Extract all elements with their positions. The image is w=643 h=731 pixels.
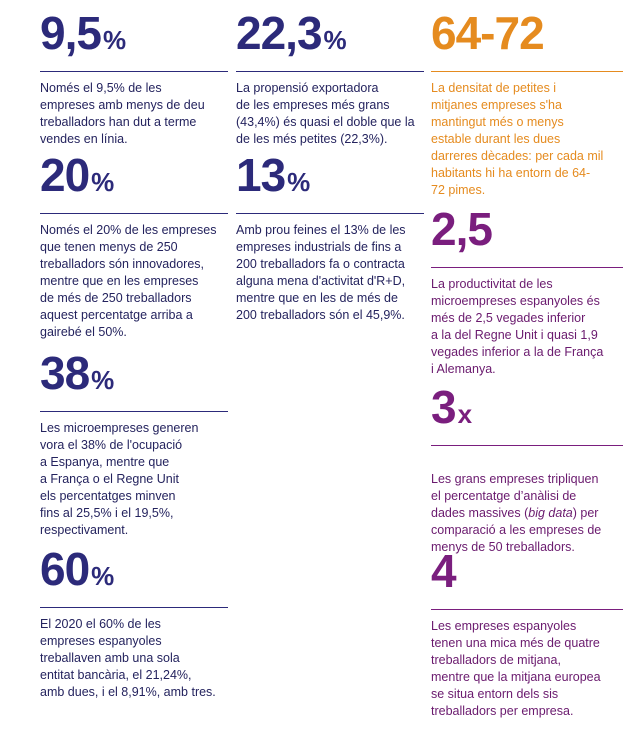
stat-value: 38%	[40, 347, 115, 399]
stat-block-2-5	[431, 203, 623, 378]
text-part: ) per comparació a les empreses de menys de 50 treballadors.	[431, 506, 602, 554]
stat-block-22-3	[236, 7, 424, 148]
column-right	[431, 0, 623, 731]
stat-block-60	[40, 543, 228, 701]
stat-description: Només el 20% de les empreses que tenen menys de 250 treballadors són innovadores, mentre que en les empreses de més de 250 treballadors aquest percentatge arriba a gairebé el 50%.	[40, 223, 217, 339]
stat-value: 22,3%	[236, 7, 347, 59]
stat-block-4	[431, 545, 623, 720]
stat-block-13	[236, 149, 424, 324]
stat-value: 64-72	[431, 7, 544, 59]
stat-block-9-5	[40, 7, 228, 148]
divider	[40, 71, 228, 72]
divider	[431, 445, 623, 446]
stat-value: 2,5	[431, 203, 492, 255]
stat-description	[431, 454, 623, 556]
stat-description: La propensió exportadora de les empreses més grans (43,4%) és quasi el doble que la de les més petites (22,3%).	[236, 81, 415, 146]
stat-block-3x	[431, 381, 623, 556]
divider	[431, 267, 623, 268]
divider	[40, 411, 228, 412]
stat-block-20	[40, 149, 228, 341]
stat-value: 20%	[40, 149, 115, 201]
stat-value: 9,5%	[40, 7, 127, 59]
stat-block-38	[40, 347, 228, 539]
stat-block-64-72	[431, 7, 623, 199]
divider	[431, 71, 623, 72]
divider	[431, 609, 623, 610]
text-italic: big data	[528, 506, 573, 520]
stat-value: 4	[431, 545, 456, 597]
column-left	[40, 0, 228, 731]
stat-description: Les empreses espanyoles tenen una mica més de quatre treballadors de mitjana, mentre que la mitjana europea se situa entorn dels sis treballadors per empresa.	[431, 619, 601, 718]
column-middle	[236, 0, 424, 731]
stat-description: El 2020 el 60% de les empreses espanyoles treballaven amb una sola entitat bancària, el 21,24%, amb dues, i el 8,91%, amb tres.	[40, 617, 216, 699]
stat-description: Les microempreses generen vora el 38% de l'ocupació a Espanya, mentre que a França o el Regne Unit els percentatges minven fins al 25,5% i el 19,5%, respectivament.	[40, 421, 199, 537]
divider	[40, 213, 228, 214]
stat-description: Amb prou feines el 13% de les empreses industrials de fins a 200 treballadors fa o contracta alguna mena d'activitat d'R+D, mentre que en les de més de 200 treballadors són el 45,9%.	[236, 223, 406, 322]
text-part: Les grans empreses tripliquen el percentatge d’anàlisi de dades massives (	[431, 472, 599, 520]
divider	[236, 213, 424, 214]
stat-description: La densitat de petites i mitjanes empreses s'ha mantingut més o menys estable durant les dues darreres dècades: per cada mil habitants hi ha entorn de 64- 72 pimes.	[431, 81, 604, 197]
divider	[236, 71, 424, 72]
stat-description: Només el 9,5% de les empreses amb menys de deu treballadors han dut a terme vendes en línia.	[40, 81, 205, 146]
stat-value: 3x	[431, 381, 473, 433]
stat-description: La productivitat de les microempreses espanyoles és més de 2,5 vegades inferior a la del Regne Unit i quasi 1,9 vegades inferior a la de França i Alemanya.	[431, 277, 604, 376]
divider	[40, 607, 228, 608]
stat-value: 60%	[40, 543, 115, 595]
stat-value: 13%	[236, 149, 311, 201]
